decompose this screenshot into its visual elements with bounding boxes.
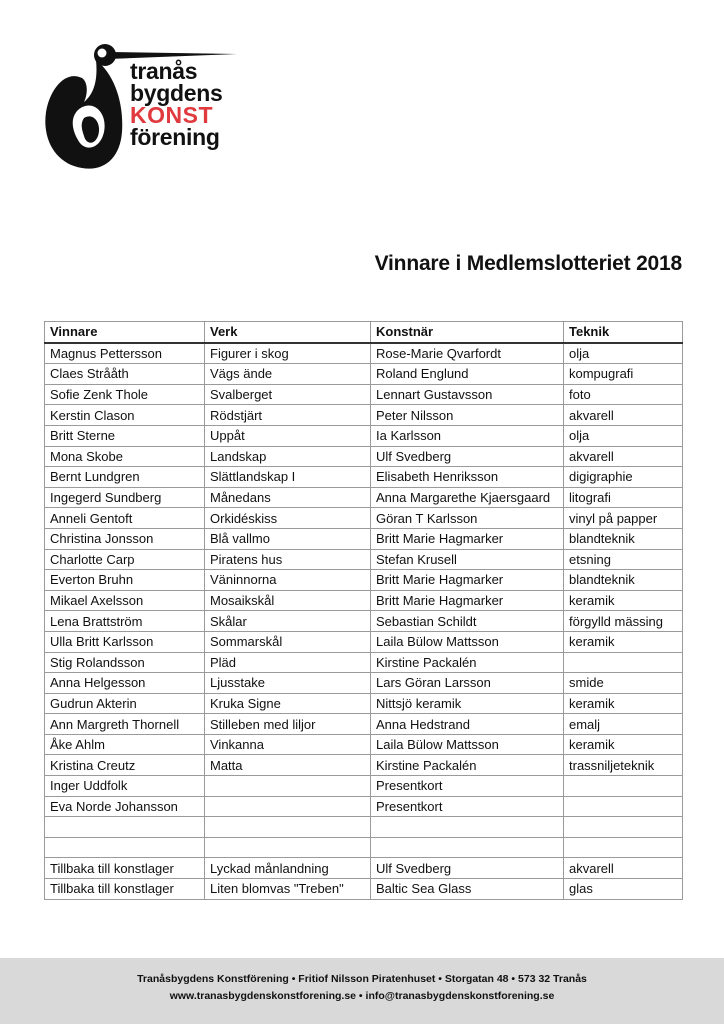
table-row [45,673,683,694]
logo-line-2: bygdens [130,80,223,106]
table-row [45,817,683,838]
cell-teknik: förgylld mässing [564,611,683,632]
cell-vinnare: Lena Brattström [45,611,205,632]
table-body [45,343,683,900]
cell-vinnare: Stig Rolandsson [45,652,205,673]
cell-verk [205,817,371,838]
logo-line-3: KONST [130,102,213,128]
cell-konstnar: Anna Hedstrand [371,714,564,735]
cell-verk: Figurer i skog [205,343,371,364]
cell-verk: Liten blomvas "Treben" [205,879,371,900]
logo [42,40,242,175]
cell-verk: Stilleben med liljor [205,714,371,735]
footer [0,958,724,1024]
winners-table [44,321,683,900]
logo-line-4: förening [130,124,220,150]
cell-verk: Lyckad månlandning [205,858,371,879]
table-row [45,549,683,570]
cell-vinnare: Åke Ahlm [45,734,205,755]
cell-verk [205,776,371,797]
cell-teknik: blandteknik [564,528,683,549]
table-row [45,714,683,735]
cell-konstnar: Britt Marie Hagmarker [371,590,564,611]
cell-teknik: etsning [564,549,683,570]
cell-vinnare: Ulla Britt Karlsson [45,631,205,652]
table-row [45,528,683,549]
cell-teknik [564,652,683,673]
cell-vinnare: Everton Bruhn [45,570,205,591]
table-row [45,364,683,385]
cell-vinnare: Christina Jonsson [45,528,205,549]
cell-vinnare: Sofie Zenk Thole [45,384,205,405]
cell-teknik: keramik [564,590,683,611]
cell-verk: Pläd [205,652,371,673]
cell-vinnare: Ingegerd Sundberg [45,487,205,508]
cell-vinnare: Tillbaka till konstlager [45,858,205,879]
cell-teknik [564,796,683,817]
table-row [45,693,683,714]
cell-konstnar [371,837,564,858]
cell-vinnare: Anneli Gentoft [45,508,205,529]
footer-address: Tranåsbygdens Konstförening • Fritiof Nilsson Piratenhuset • Storgatan 48 • 573 32 Tranås [137,973,587,985]
cell-konstnar: Ulf Svedberg [371,858,564,879]
cell-vinnare: Kerstin Clason [45,405,205,426]
cell-konstnar: Ia Karlsson [371,425,564,446]
table-row [45,384,683,405]
cell-verk: Blå vallmo [205,528,371,549]
cell-vinnare: Gudrun Akterin [45,693,205,714]
table-row [45,405,683,426]
logo-line-1: tranås [130,58,198,84]
cell-vinnare: Ann Margreth Thornell [45,714,205,735]
cell-vinnare: Britt Sterne [45,425,205,446]
cell-konstnar: Lennart Gustavsson [371,384,564,405]
cell-teknik: olja [564,343,683,364]
table-row [45,467,683,488]
cell-teknik: trassniljeteknik [564,755,683,776]
cell-konstnar: Stefan Krusell [371,549,564,570]
table-row [45,343,683,364]
cell-vinnare: Bernt Lundgren [45,467,205,488]
cell-teknik: litografi [564,487,683,508]
cell-teknik [564,837,683,858]
table-header-row [45,322,683,343]
cell-teknik: olja [564,425,683,446]
cell-teknik: keramik [564,631,683,652]
cell-teknik: kompugrafi [564,364,683,385]
header-teknik: Teknik [564,322,683,343]
cell-verk: Vinkanna [205,734,371,755]
cell-konstnar: Lars Göran Larsson [371,673,564,694]
cell-vinnare: Inger Uddfolk [45,776,205,797]
table-row [45,837,683,858]
cell-konstnar: Göran T Karlsson [371,508,564,529]
cell-konstnar: Britt Marie Hagmarker [371,570,564,591]
table-row [45,590,683,611]
header-vinnare: Vinnare [45,322,205,343]
table-row [45,631,683,652]
header-konstnar: Konstnär [371,322,564,343]
table-row [45,734,683,755]
cell-konstnar: Elisabeth Henriksson [371,467,564,488]
cell-vinnare: Tillbaka till konstlager [45,879,205,900]
cell-verk: Väninnorna [205,570,371,591]
cell-vinnare: Kristina Creutz [45,755,205,776]
cell-teknik: akvarell [564,446,683,467]
cell-vinnare: Mikael Axelsson [45,590,205,611]
cell-verk: Skålar [205,611,371,632]
cell-teknik: smide [564,673,683,694]
page-title: Vinnare i Medlemslotteriet 2018 [374,252,682,275]
cell-konstnar: Baltic Sea Glass [371,879,564,900]
cell-teknik [564,776,683,797]
cell-konstnar: Presentkort [371,796,564,817]
cell-konstnar: Sebastian Schildt [371,611,564,632]
cell-vinnare: Magnus Pettersson [45,343,205,364]
cell-teknik: blandteknik [564,570,683,591]
cell-teknik: keramik [564,734,683,755]
cell-verk: Landskap [205,446,371,467]
footer-contact: www.tranasbygdenskonstforening.se • info@tranasbygdenskonstforening.se [169,990,555,1002]
cell-konstnar: Roland Englund [371,364,564,385]
cell-konstnar: Peter Nilsson [371,405,564,426]
cell-konstnar: Laila Bülow Mattsson [371,734,564,755]
cell-teknik [564,817,683,838]
cell-verk: Rödstjärt [205,405,371,426]
cell-vinnare: Mona Skobe [45,446,205,467]
cell-verk: Månedans [205,487,371,508]
table-row [45,796,683,817]
cell-verk [205,837,371,858]
cell-verk: Orkidéskiss [205,508,371,529]
table-row [45,425,683,446]
cell-teknik: digigraphie [564,467,683,488]
cell-vinnare: Charlotte Carp [45,549,205,570]
cell-verk: Vägs ände [205,364,371,385]
cell-konstnar: Britt Marie Hagmarker [371,528,564,549]
cell-vinnare [45,817,205,838]
table-row [45,508,683,529]
cell-verk: Ljusstake [205,673,371,694]
cell-teknik: vinyl på papper [564,508,683,529]
cell-konstnar: Anna Margarethe Kjaersgaard [371,487,564,508]
cell-konstnar: Kirstine Packalén [371,755,564,776]
cell-konstnar [371,817,564,838]
cell-konstnar: Ulf Svedberg [371,446,564,467]
cell-teknik: keramik [564,693,683,714]
cell-verk: Svalberget [205,384,371,405]
cell-teknik: glas [564,879,683,900]
cell-teknik: akvarell [564,405,683,426]
cell-verk: Slättlandskap I [205,467,371,488]
cell-teknik: akvarell [564,858,683,879]
table-row [45,611,683,632]
table-row [45,487,683,508]
cell-konstnar: Nittsjö keramik [371,693,564,714]
header-verk: Verk [205,322,371,343]
table-row [45,652,683,673]
cell-verk: Piratens hus [205,549,371,570]
table-row [45,858,683,879]
cell-vinnare: Anna Helgesson [45,673,205,694]
cell-verk: Uppåt [205,425,371,446]
table-row [45,776,683,797]
cell-teknik: foto [564,384,683,405]
table-row [45,570,683,591]
cell-vinnare: Eva Norde Johansson [45,796,205,817]
cell-teknik: emalj [564,714,683,735]
cell-konstnar: Kirstine Packalén [371,652,564,673]
cell-verk: Sommarskål [205,631,371,652]
cell-verk [205,796,371,817]
table-row [45,446,683,467]
cell-konstnar: Rose-Marie Qvarfordt [371,343,564,364]
table-row [45,879,683,900]
cell-verk: Kruka Signe [205,693,371,714]
cell-konstnar: Presentkort [371,776,564,797]
cell-vinnare [45,837,205,858]
cell-verk: Mosaikskål [205,590,371,611]
cell-verk: Matta [205,755,371,776]
table-row [45,755,683,776]
cell-konstnar: Laila Bülow Mattsson [371,631,564,652]
cell-vinnare: Claes Strååth [45,364,205,385]
